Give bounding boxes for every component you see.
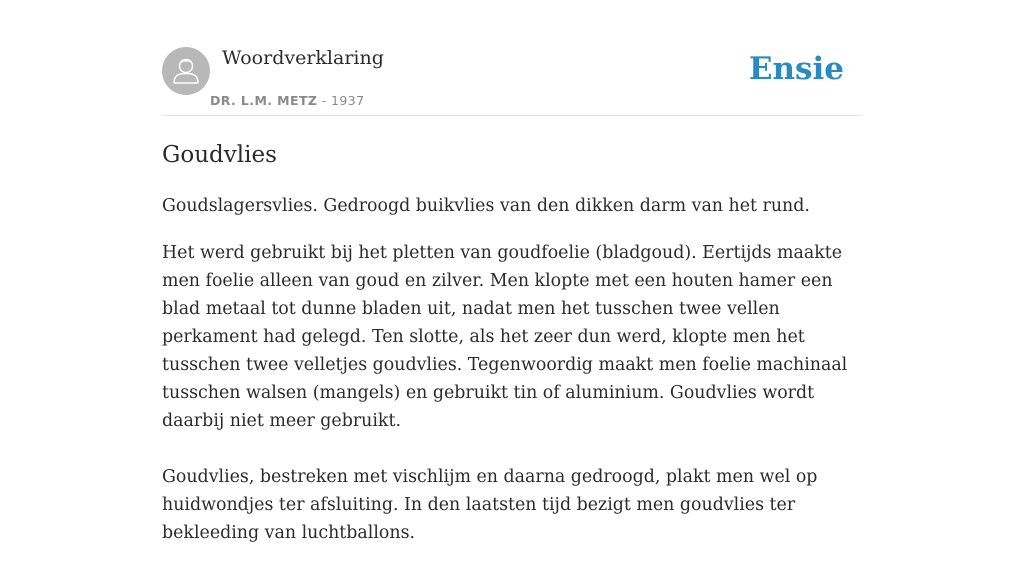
ensie-logo[interactable]: Ensie: [748, 51, 844, 87]
user-icon: [162, 47, 210, 95]
page: [162, 0, 862, 543]
definition-paragraph: Het werd gebruikt bij het pletten van goudfoelie (bladgoud). Eertijds maakte men foelie alleen van goud en zilver. Men klopte met een houten hamer een blad metaal tot dunne bladen uit, nadat men het tusschen twee vellen perkament had gelegd. Ten slotte, als het zeer dun werd, klopte men het tusschen twee velletjes goudvlies. Tegenwoordig maakt men foelie machinaal tusschen walsen (mangels) en gebruikt tin of aluminium. Goudvlies wordt daarbij niet meer gebruikt.: [162, 243, 848, 431]
source-header: [162, 0, 862, 116]
entry-definition: [162, 192, 862, 566]
definition-paragraph: Goudvlies, bestreken met vischlijm en daarna gedroogd, plakt men wel op huidwondjes ter afsluiting. In den laatsten tijd bezigt men goudvlies ter bekleeding van luchtballons.: [162, 467, 818, 543]
source-meta: [210, 93, 364, 109]
source-year: 1937: [331, 93, 365, 108]
source-author[interactable]: DR. L.M. METZ: [210, 93, 318, 108]
entry-headword: Goudvlies: [162, 142, 277, 168]
definition-paragraph: Goudslagersvlies. Gedroogd buikvlies van den dikken darm van het rund.: [162, 196, 810, 216]
avatar[interactable]: [162, 47, 210, 95]
source-title[interactable]: Woordverklaring: [222, 47, 384, 69]
source-separator: -: [317, 93, 332, 108]
